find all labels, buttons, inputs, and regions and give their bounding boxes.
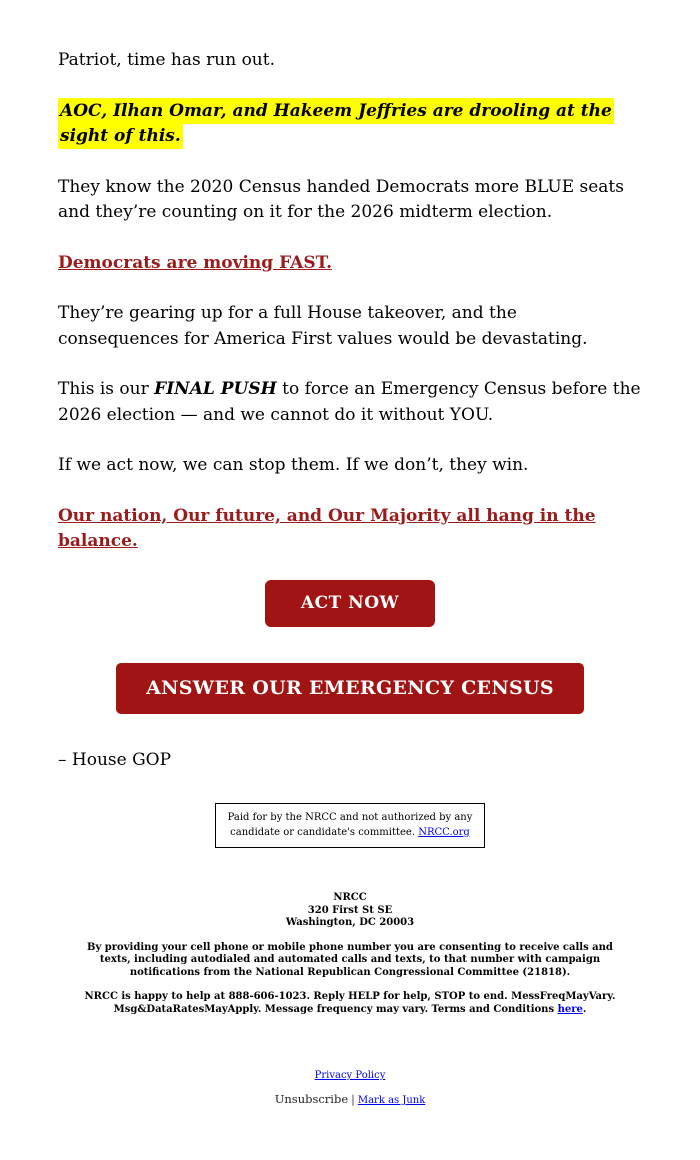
- paid-for-disclaimer-box: [215, 803, 485, 848]
- email-footer: [58, 892, 642, 1106]
- footer-org-name: NRCC: [333, 892, 367, 903]
- disclaimer-text: Paid for by the NRCC and not authorized by any candidate or candidate's committee.: [227, 812, 473, 838]
- email-content: [58, 48, 642, 773]
- privacy-row: [58, 1070, 642, 1081]
- hang-in-balance-link[interactable]: Our nation, Our future, and Our Majority all hang in the balance.: [58, 505, 596, 551]
- act-now-button-row: [58, 580, 642, 628]
- link-paragraph-1: [58, 251, 642, 277]
- unsubscribe-row: [58, 1092, 642, 1106]
- privacy-policy-link[interactable]: Privacy Policy: [314, 1070, 386, 1081]
- nrcc-org-link[interactable]: NRCC.org: [418, 826, 470, 838]
- help-legal-pre-text: NRCC is happy to help at 888-606-1023. Reply HELP for help, STOP to end. MessFreqMayVary. Msg&DataRatesMayApply. Message frequency may vary. Terms and Conditions: [84, 991, 616, 1015]
- address-block: [58, 892, 642, 930]
- terms-and-conditions-link[interactable]: here: [557, 1003, 583, 1015]
- act-now-button[interactable]: ACT NOW: [265, 580, 435, 628]
- highlighted-text: AOC, Ilhan Omar, and Hakeem Jeffries are drooling at the sight of this.: [58, 98, 614, 150]
- answer-census-button-row: [58, 663, 642, 714]
- opening-line: Patriot, time has run out.: [58, 50, 275, 70]
- final-push-post-text: to force an Emergency Census before the 2026 election — and we cannot do it without YOU.: [58, 379, 641, 425]
- answer-census-button[interactable]: ANSWER OUR EMERGENCY CENSUS: [116, 663, 584, 714]
- act-now-or-they-win-paragraph: If we act now, we can stop them. If we don’t, they win.: [58, 455, 529, 475]
- footer-address-line1: 320 First St SE: [307, 904, 393, 916]
- help-legal-text: [76, 991, 624, 1016]
- democrats-moving-fast-link[interactable]: Democrats are moving FAST.: [58, 252, 333, 273]
- signoff: – House GOP: [58, 749, 172, 770]
- link-paragraph-2: [58, 504, 642, 555]
- final-push-pre-text: This is our: [58, 379, 155, 399]
- disclaimer-wrap: [58, 803, 642, 848]
- house-takeover-paragraph: They’re gearing up for a full House takeover, and the consequences for America First values would be devastating.: [58, 303, 588, 349]
- highlight-paragraph: [58, 99, 642, 150]
- unsubscribe-link[interactable]: Unsubscribe: [274, 1092, 349, 1106]
- consent-legal-text: By providing your cell phone or mobile phone number you are consenting to receive calls and texts, including autodialed and automated calls and texts, to that number with campaign notifications from the National Republican Congressional Committee (21818).: [87, 941, 613, 978]
- census-blue-seats-paragraph: They know the 2020 Census handed Democrats more BLUE seats and they’re counting on it for the 2026 midterm election.: [58, 176, 624, 222]
- final-push-paragraph: [58, 377, 642, 428]
- help-legal-post-text: .: [582, 1003, 587, 1015]
- footer-address-line2: Washington, DC 20003: [285, 917, 415, 928]
- separator: |: [351, 1093, 355, 1106]
- mark-as-junk-link[interactable]: Mark as Junk: [357, 1095, 426, 1106]
- final-push-emphasis: FINAL PUSH: [154, 379, 277, 399]
